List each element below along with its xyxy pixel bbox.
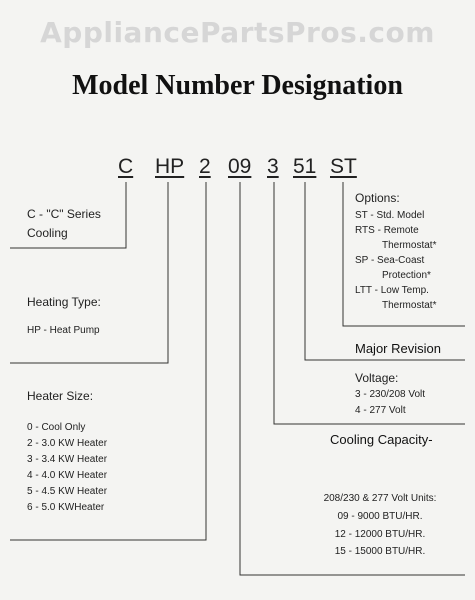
series-line-2: Cooling (27, 226, 68, 240)
heater-item: 2 - 3.0 KW Heater (27, 438, 108, 449)
code-major-revision: 51 (293, 155, 317, 178)
code-voltage: 3 (267, 155, 279, 178)
watermark: AppliancePartsPros.com (40, 16, 435, 49)
revision-header: Major Revision (355, 341, 441, 356)
voltage-header: Voltage: (355, 371, 399, 385)
code-options: ST (330, 155, 357, 178)
options-item: ST - Std. Model (355, 210, 425, 221)
cooling-subheader: 208/230 & 277 Volt Units: (323, 493, 437, 504)
options-item: SP - Sea-Coast (355, 255, 425, 266)
heater-item: 5 - 4.5 KW Heater (27, 486, 108, 497)
code-series: C (118, 155, 134, 178)
cooling-item: 15 - 15000 BTU/HR. (334, 546, 426, 557)
options-item: Thermostat* (382, 300, 437, 311)
heater-item: 4 - 4.0 KW Heater (27, 470, 108, 481)
heater-item: 6 - 5.0 KWHeater (27, 502, 105, 513)
voltage-item: 3 - 230/208 Volt (355, 389, 426, 400)
heating-item: HP - Heat Pump (27, 325, 100, 336)
diagram-title: Model Number Designation (72, 70, 403, 101)
cooling-item: 12 - 12000 BTU/HR. (334, 529, 426, 540)
options-item: RTS - Remote (355, 225, 419, 236)
code-heater-size: 2 (199, 155, 211, 178)
options-item: LTT - Low Temp. (355, 285, 429, 296)
code-cooling-capacity: 09 (228, 155, 252, 178)
options-header: Options: (355, 191, 400, 205)
cooling-header: Cooling Capacity- (330, 432, 433, 447)
options-item: Thermostat* (382, 240, 437, 251)
code-heating-type: HP (155, 155, 185, 178)
heater-item: 3 - 3.4 KW Heater (27, 454, 108, 465)
heater-header: Heater Size: (27, 389, 94, 403)
heater-item: 0 - Cool Only (27, 422, 86, 433)
series-line-1: C - "C" Series (27, 207, 101, 221)
options-item: Protection* (382, 270, 431, 281)
heating-header: Heating Type: (27, 295, 101, 309)
voltage-item: 4 - 277 Volt (355, 405, 406, 416)
cooling-item: 09 - 9000 BTU/HR. (337, 511, 423, 522)
